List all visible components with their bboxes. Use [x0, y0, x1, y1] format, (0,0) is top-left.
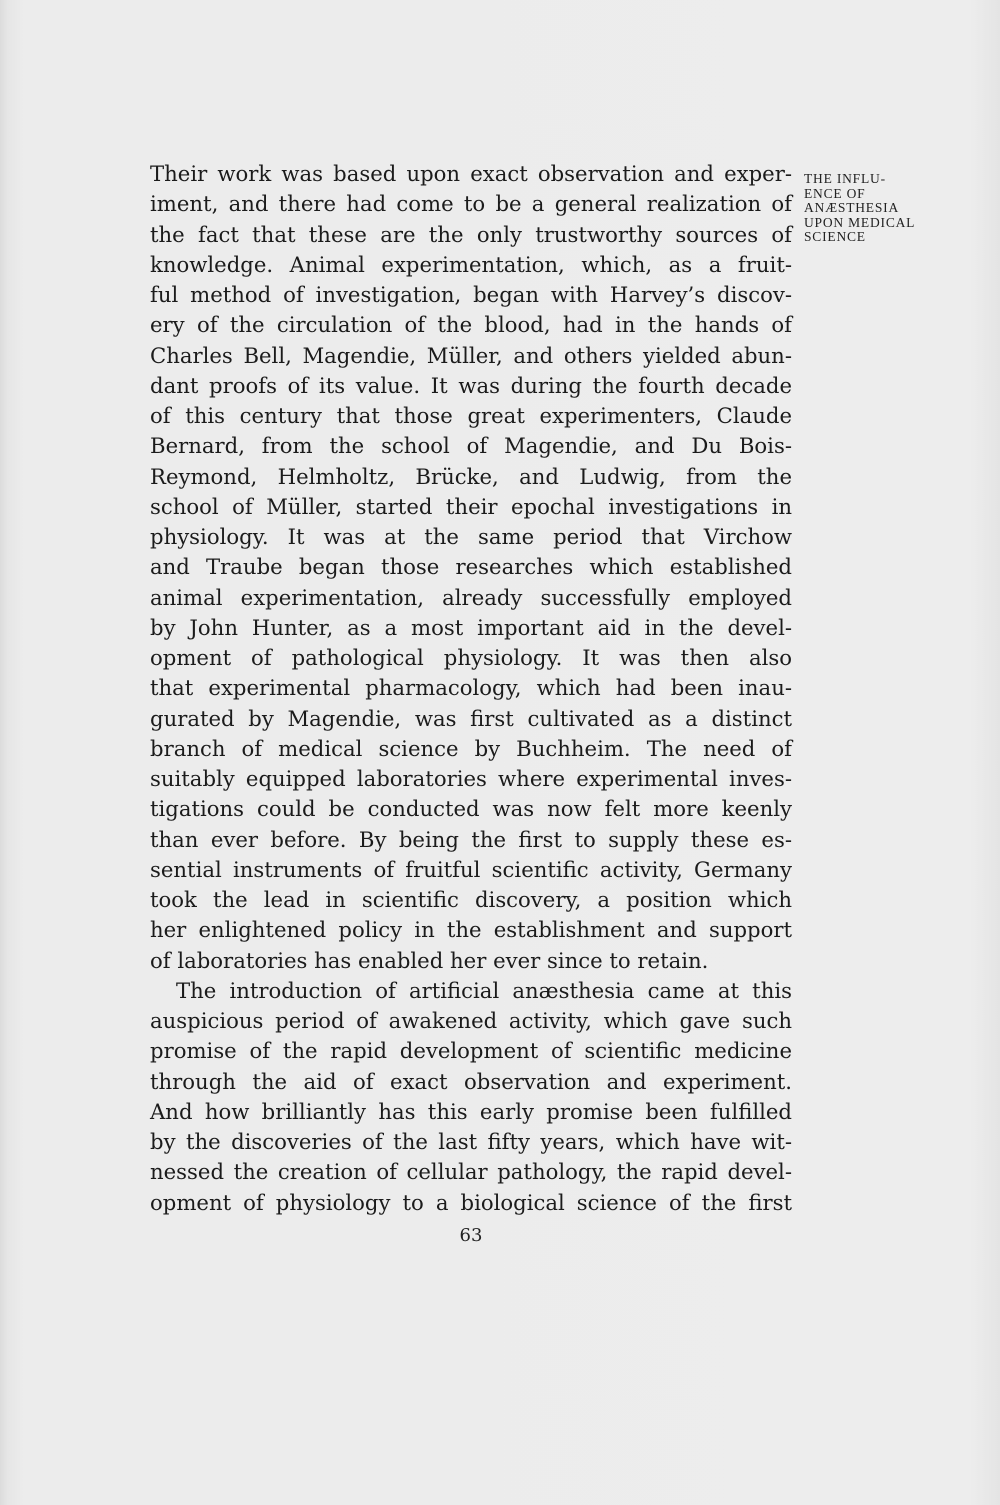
text-line: ful method of investigation, began with Harvey’s discov-	[150, 282, 792, 307]
text-line: Bernard, from the school of Magendie, and Du Bois-	[150, 433, 792, 459]
text-line: by John Hunter, as a most important aid in the devel-	[150, 614, 792, 640]
text-line: opment of physiology to a biological science of the first	[150, 1189, 792, 1215]
margin-note-line: UPON MEDICAL	[804, 214, 916, 230]
text-line: And how brilliantly has this early promise been fulfilled	[150, 1098, 792, 1124]
margin-note-line: ANÆSTHESIA	[804, 200, 900, 215]
text-line: Charles Bell, Magendie, Müller, and others yielded abun-	[150, 342, 792, 368]
paragraph-2	[150, 976, 792, 1218]
text-line: Their work was based upon exact observation and exper-	[150, 161, 792, 186]
text-line: her enlightened policy in the establishment and support	[150, 917, 792, 943]
text-line: Reymond, Helmholtz, Brücke, and Ludwig, from the	[150, 463, 792, 489]
text-line: opment of pathological physiology. It was then also	[150, 645, 792, 670]
text-line: iment, and there had come to be a general realization of	[150, 191, 792, 217]
margin-note-line: THE INFLU-	[804, 171, 886, 186]
margin-note-line: SCIENCE	[804, 229, 866, 244]
text-line: auspicious period of awakened activity, which gave such	[150, 1008, 792, 1033]
text-line: The introduction of artificial anæsthesia came at this	[176, 977, 792, 1003]
text-line: promise of the rapid development of scientific medicine	[150, 1038, 792, 1064]
text-line: of laboratories has enabled her ever since to retain.	[150, 947, 709, 973]
text-line: animal experimentation, already successfully employed	[150, 584, 792, 610]
body-text	[150, 159, 792, 1218]
text-line: sential instruments of fruitful scientific activity, Germany	[150, 856, 792, 882]
text-line: by the discoveries of the last fifty years, which have wit-	[150, 1129, 792, 1154]
text-line: through the aid of exact observation and experiment.	[150, 1068, 792, 1094]
text-line: of this century that those great experimenters, Claude	[150, 403, 792, 428]
text-line: knowledge. Animal experimentation, which, as a fruit-	[150, 251, 792, 277]
text-line: that experimental pharmacology, which had been inau-	[150, 675, 792, 701]
text-line: nessed the creation of cellular pathology, the rapid devel-	[150, 1159, 792, 1185]
margin-note-line: ENCE OF	[804, 185, 866, 201]
page-number: 63	[459, 1225, 483, 1246]
text-line: and Traube began those researches which established	[150, 554, 792, 580]
text-line: tigations could be conducted was now felt more keenly	[150, 796, 792, 822]
text-line: gurated by Magendie, was first cultivated as a distinct	[150, 705, 792, 731]
paragraph-1	[150, 159, 792, 976]
text-line: school of Müller, started their epochal investigations in	[150, 493, 792, 519]
text-line: the fact that these are the only trustworthy sources of	[150, 221, 792, 247]
text-line: than ever before. By being the first to supply these es-	[150, 826, 792, 852]
text-line: physiology. It was at the same period that Virchow	[150, 524, 792, 549]
text-line: dant proofs of its value. It was during the fourth decade	[150, 372, 792, 398]
text-line: ery of the circulation of the blood, had in the hands of	[150, 312, 792, 338]
text-line: took the lead in scientific discovery, a position which	[150, 887, 792, 912]
margin-note	[804, 172, 974, 245]
text-line: branch of medical science by Buchheim. The need of	[150, 735, 792, 761]
text-line: suitably equipped laboratories where experimental inves-	[150, 766, 792, 791]
